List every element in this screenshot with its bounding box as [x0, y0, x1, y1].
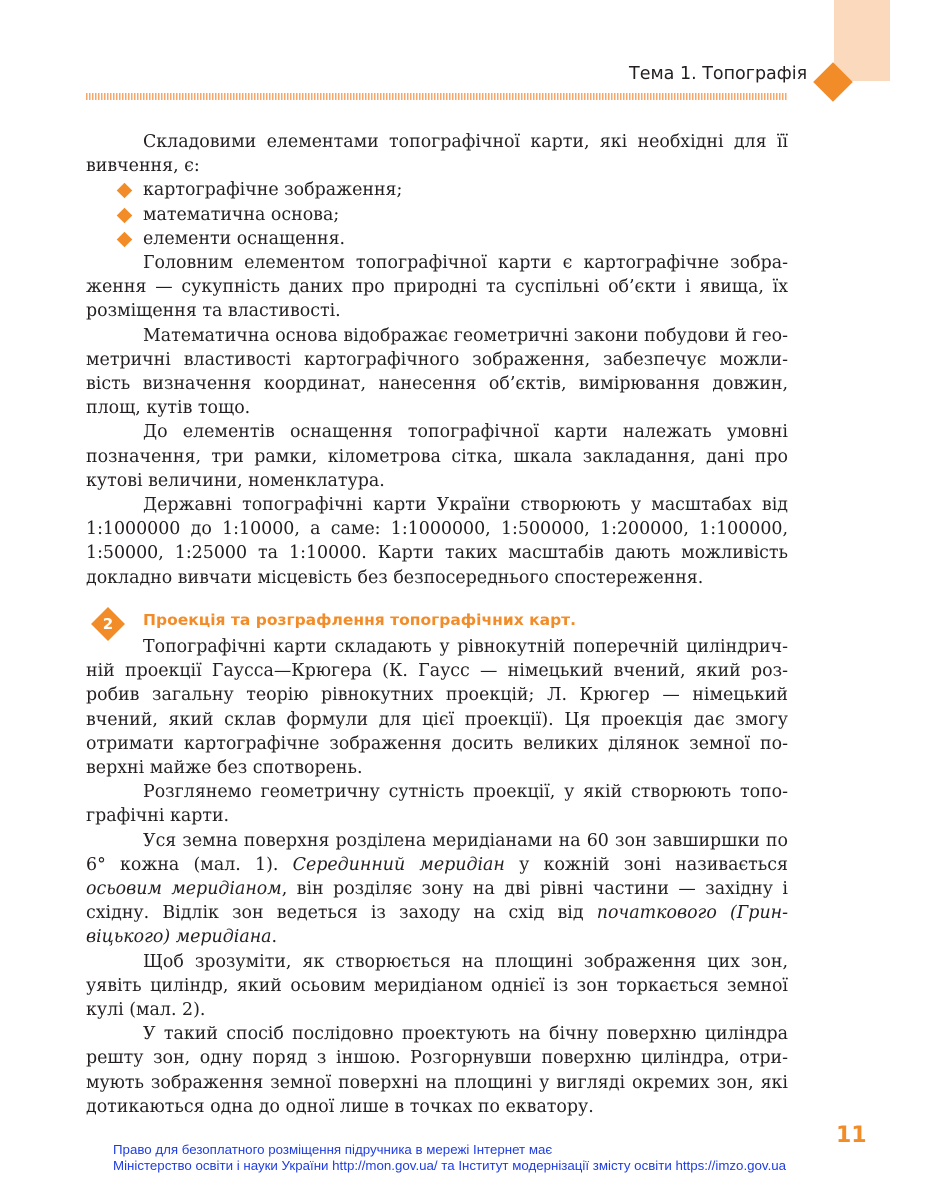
section-heading: Проекція та розграфлення топографічних карт. [143, 611, 577, 629]
text-block-section [86, 635, 788, 1119]
diamond-bullet-icon [117, 207, 133, 223]
paragraph-zones: Уся земна поверхня розділена меридіанами на 60 зон завширшки по 6° кожна (мал. 1). Серединний меридіан у кожній зоні називається осьовим меридіаном, він розділяє зону на дві рівні частини — західну і східну. Відлік зон ведеться із заходу на схід від початкового (Гринвіцького) меридіана. [86, 830, 788, 948]
intro-lead: Складовими елементами топографічної карти, які необхідні для її вивчення, є: [86, 132, 788, 177]
paragraph: Щоб зрозуміти, як створюється на площині зображення цих зон, уявіть циліндр, який осьовим меридіаном однієї із зон торкається земної кулі (мал. 2). [86, 951, 788, 1021]
topic-header: Тема 1. Топографія [629, 64, 808, 84]
diamond-bullet-icon [117, 232, 133, 248]
paragraph: Математична основа відображає геометричні закони побудови й геометричні властивості картографічного зображення, забезпечує можливість визначення координат, нанесення об’єктів, вимірювання довжин, площ, кутів тощо. [86, 325, 788, 419]
section-number-badge: 2 [92, 608, 124, 640]
diamond-bullet-icon [117, 183, 133, 199]
list-item: картографічне зображення; [86, 178, 788, 202]
header-dotted-rule [86, 93, 788, 100]
page-number: 11 [836, 1123, 867, 1148]
footer-line: Право для безоплатного розміщення підручника в мережі Інтернет має [113, 1142, 553, 1157]
paragraph: У такий спосіб послідовно проектують на бічну поверхню циліндра решту зон, одну поряд з іншою. Розгорнувши поверхню циліндра, отримують зображення земної поверхні на площині у вигляді окремих зон, які дотикаються одна до одної лише в точках по екватору. [86, 1024, 788, 1117]
term-prime-meridian: початкового (Гринвіцького) меридіана [86, 903, 788, 948]
list-item: математична основа; [86, 203, 788, 227]
term-axial-meridian: осьовим меридіаном [86, 879, 282, 900]
paragraph: Головним елементом топографічної карти є картографічне зображення — сукупність даних про природні та суспільні об’єкти і явища, їх розміщення та властивості. [86, 253, 788, 322]
paragraph: Державні топографічні карти України створюють у масштабах від 1:1000000 до 1:10000, а саме: 1:1000000, 1:500000, 1:200000, 1:100000, 1:50000, 1:25000 та 1:10000. Карти таких масштабів дають можливість докладно вивчати місцевість без безпосереднього спостереження. [86, 495, 788, 588]
bullet-list [86, 178, 788, 251]
footer-line: Міністерство освіти і науки України http://mon.gov.ua/ та Інститут модернізації змісту освіти https://imzo.gov.ua [113, 1158, 787, 1173]
term-central-meridian: Серединний меридіан [292, 854, 505, 875]
list-item: елементи оснащення. [86, 227, 788, 251]
text-block-intro [86, 130, 788, 590]
paragraph: Розглянемо геометричну сутність проекції, у якій створюють топографічні карти. [86, 782, 788, 827]
footer-notice [113, 1142, 786, 1174]
paragraph: До елементів оснащення топографічної карти належать умовні позначення, три рамки, кілометрова сітка, шкала закладання, дані про кутові величини, номенклатура. [86, 422, 788, 491]
paragraph: Топографічні карти складають у рівнокутній поперечній циліндричній проекції Гаусса—Крюгера (К. Гаусс — німецький вчений, який розробив загальну теорію рівнокутних проекцій; Л. Крюгер — німецький вчений, який склав формули для цієї проекції). Ця проекція дає змогу отримати картографічне зображення досить великих ділянок земної поверхні майже без спотворень. [86, 637, 788, 779]
corner-tab [834, 0, 890, 81]
